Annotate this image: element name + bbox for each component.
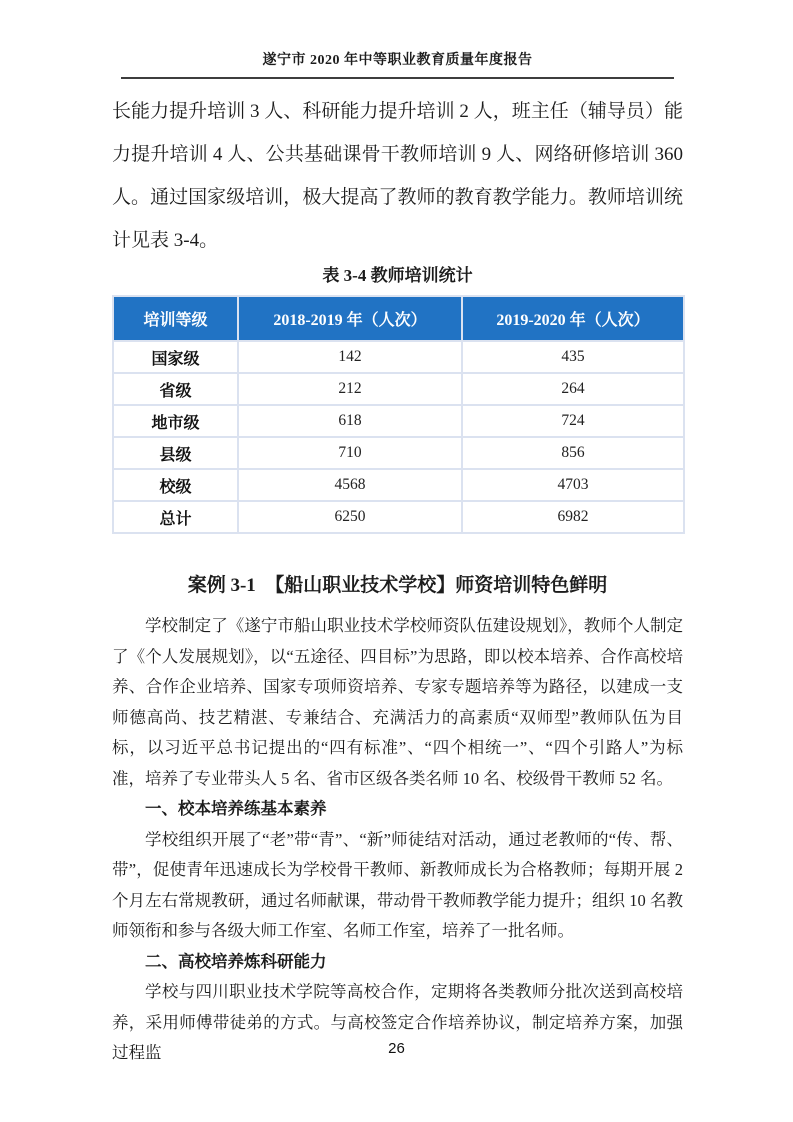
row-label: 总计	[113, 501, 238, 533]
header-title: 遂宁市 2020 年中等职业教育质量年度报告	[262, 53, 533, 68]
table-cell: 4568	[238, 469, 462, 501]
table-cell: 212	[238, 373, 462, 405]
table-cell: 142	[238, 341, 462, 373]
table-cell: 724	[462, 405, 684, 437]
table-row	[113, 341, 684, 373]
teacher-training-table	[112, 295, 685, 534]
row-label: 县级	[113, 437, 238, 469]
table-cell: 435	[462, 341, 684, 373]
table-cell: 710	[238, 437, 462, 469]
table-cell: 6982	[462, 501, 684, 533]
case-paragraph-1: 学校制定了《遂宁市船山职业技术学校师资队伍建设规划》，教师个人制定了《个人发展规划》，以“五途径、四目标”为思路，即以校本培养、合作高校培养、合作企业培养、国家专项师资培养、专家专题培养等为路径，以建成一支师德高尚、技艺精湛、专兼结合、充满活力的高素质“双师型”教师队伍为目标，以习近平总书记提出的“四有标准”、“四个相统一”、“四个引路人”为标准，培养了专业带头人 5 名、省市区级各类名师 10 名、校级骨干教师 52 名。	[112, 616, 683, 788]
case-study-section	[112, 573, 683, 1069]
table-caption: 表 3-4 教师培训统计	[322, 266, 473, 285]
header-rule	[121, 77, 674, 79]
case-subheading-1: 一、校本培养练基本素养	[145, 799, 327, 818]
column-header-2019-2020: 2019-2020 年（人次）	[462, 296, 684, 341]
case-subheading-2: 二、高校培养炼科研能力	[145, 951, 327, 971]
row-label: 省级	[113, 373, 238, 405]
row-label: 校级	[113, 469, 238, 501]
table-header-row	[113, 296, 684, 341]
column-header-2018-2019: 2018-2019 年（人次）	[238, 296, 462, 341]
intro-paragraph: 长能力提升培训 3 人、科研能力提升培训 2 人，班主任（辅导员）能力提升培训 4 人、公共基础课骨干教师培训 9 人、网络研修培训 360 人。通过国家级培训，极大提高了教师的教育教学能力。教师培训统计见表 3-4。	[112, 101, 683, 251]
table-row	[113, 501, 684, 533]
table-cell: 6250	[238, 501, 462, 533]
table-cell: 264	[462, 373, 684, 405]
table-row	[113, 469, 684, 501]
column-header-level: 培训等级	[113, 296, 238, 341]
case-paragraph-2: 学校组织开展了“老”带“青”、“新”师徒结对活动，通过老教师的“传、帮、带”，促使青年迅速成长为学校骨干教师、新教师成长为合格教师；每期开展 2 个月左右常规教研，通过名师献课，带动骨干教师教学能力提升；组织 10 名教师领衔和参与各级大师工作室、名师工作室，培养了一批名师。	[112, 829, 684, 940]
table-row	[113, 437, 684, 469]
table-cell: 618	[238, 405, 462, 437]
table-row	[113, 405, 684, 437]
table-row	[113, 373, 684, 405]
running-header	[112, 52, 683, 79]
row-label: 地市级	[113, 405, 238, 437]
case-paragraph-3: 学校与四川职业技术学院等高校合作，定期将各类教师分批次送到高校培养，采用师傅带徒弟的方式。与高校签定合作培养协议，制定培养方案，加强过程监	[112, 982, 683, 1062]
row-label: 国家级	[113, 341, 238, 373]
table-cell: 4703	[462, 469, 684, 501]
page-number: 26	[388, 1040, 405, 1057]
case-heading: 案例 3-1 【船山职业技术学校】师资培训特色鲜明	[187, 575, 608, 596]
table-cell: 856	[462, 437, 684, 469]
